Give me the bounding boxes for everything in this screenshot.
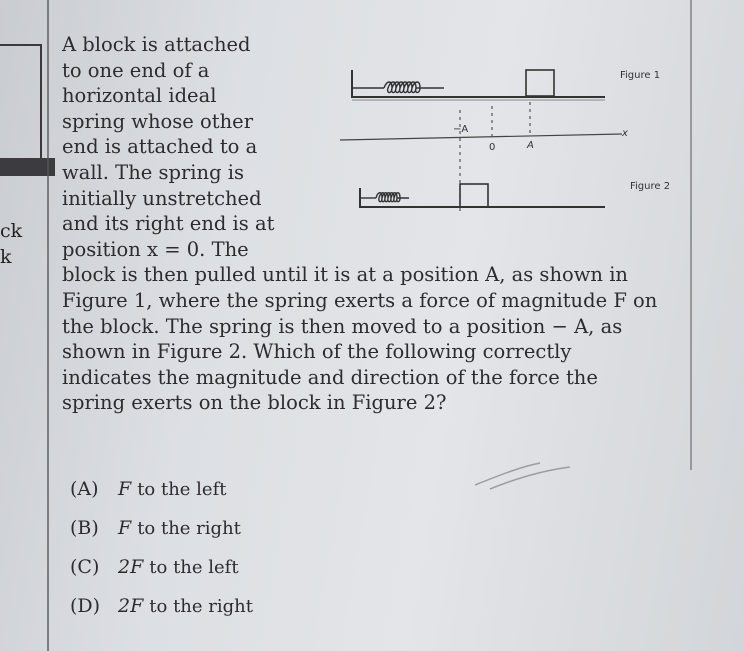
question-line: indicates the magnitude and direction of the force the — [62, 365, 598, 389]
question-line: horizontal ideal — [62, 84, 217, 108]
choice-d[interactable] — [70, 595, 253, 634]
spring-coil — [376, 193, 409, 202]
choice-direction: to the right — [137, 518, 241, 539]
choice-magnitude: F — [118, 517, 132, 539]
block — [526, 70, 554, 96]
choice-direction: to the right — [149, 596, 253, 617]
pen-mark — [470, 455, 590, 495]
margin-fragment: k — [0, 246, 12, 268]
choice-a[interactable] — [70, 478, 253, 517]
question-line: initially unstretched — [62, 186, 262, 210]
axis-line — [340, 134, 622, 140]
choice-b[interactable] — [70, 517, 253, 556]
choice-letter: (B) — [70, 517, 99, 539]
choice-magnitude: F — [118, 478, 132, 500]
position-axis — [340, 102, 628, 215]
spring-figure — [340, 40, 700, 230]
question-line: spring exerts on the block in Figure 2? — [62, 391, 447, 415]
question-line: the block. The spring is then moved to a position − A, as — [62, 314, 623, 338]
figure-2-label: Figure 2 — [630, 181, 671, 192]
figure-1-diagram — [352, 70, 660, 100]
figure-1-label: Figure 1 — [620, 70, 661, 81]
spring-coil — [384, 82, 444, 93]
choice-direction: to the left — [137, 479, 227, 500]
question-line: wall. The spring is — [62, 160, 245, 184]
choice-magnitude: 2F — [118, 556, 144, 578]
question-line: to one end of a — [62, 58, 210, 82]
question-line: end is attached to a — [62, 135, 258, 159]
question-line: spring whose other — [62, 109, 254, 133]
choice-magnitude: 2F — [118, 595, 144, 617]
question-line: and its right end is at — [62, 212, 275, 236]
choice-letter: (A) — [70, 478, 99, 500]
block — [460, 184, 488, 207]
question-line: A block is attached — [62, 33, 251, 56]
minus-a-label: −A — [453, 124, 469, 135]
column-divider — [47, 0, 49, 651]
question-line: Figure 1, where the spring exerts a force of magnitude F on — [62, 288, 658, 312]
choice-c[interactable] — [70, 556, 253, 595]
choice-direction: to the left — [149, 557, 239, 578]
zero-label: 0 — [489, 142, 496, 153]
choice-letter: (D) — [70, 595, 101, 617]
a-label: A — [527, 140, 534, 151]
answer-choices — [70, 478, 253, 634]
previous-figure-fragment — [0, 44, 42, 163]
axis-x-label: x — [622, 128, 628, 139]
margin-fragment: ck — [0, 220, 23, 242]
question-line: shown in Figure 2. Which of the following correctly — [62, 340, 572, 364]
figure-2-diagram — [360, 181, 670, 208]
choice-letter: (C) — [70, 556, 100, 578]
question-line: block is then pulled until it is at a position A, as shown in — [62, 263, 628, 287]
question-line: position x = 0. The — [62, 237, 249, 261]
